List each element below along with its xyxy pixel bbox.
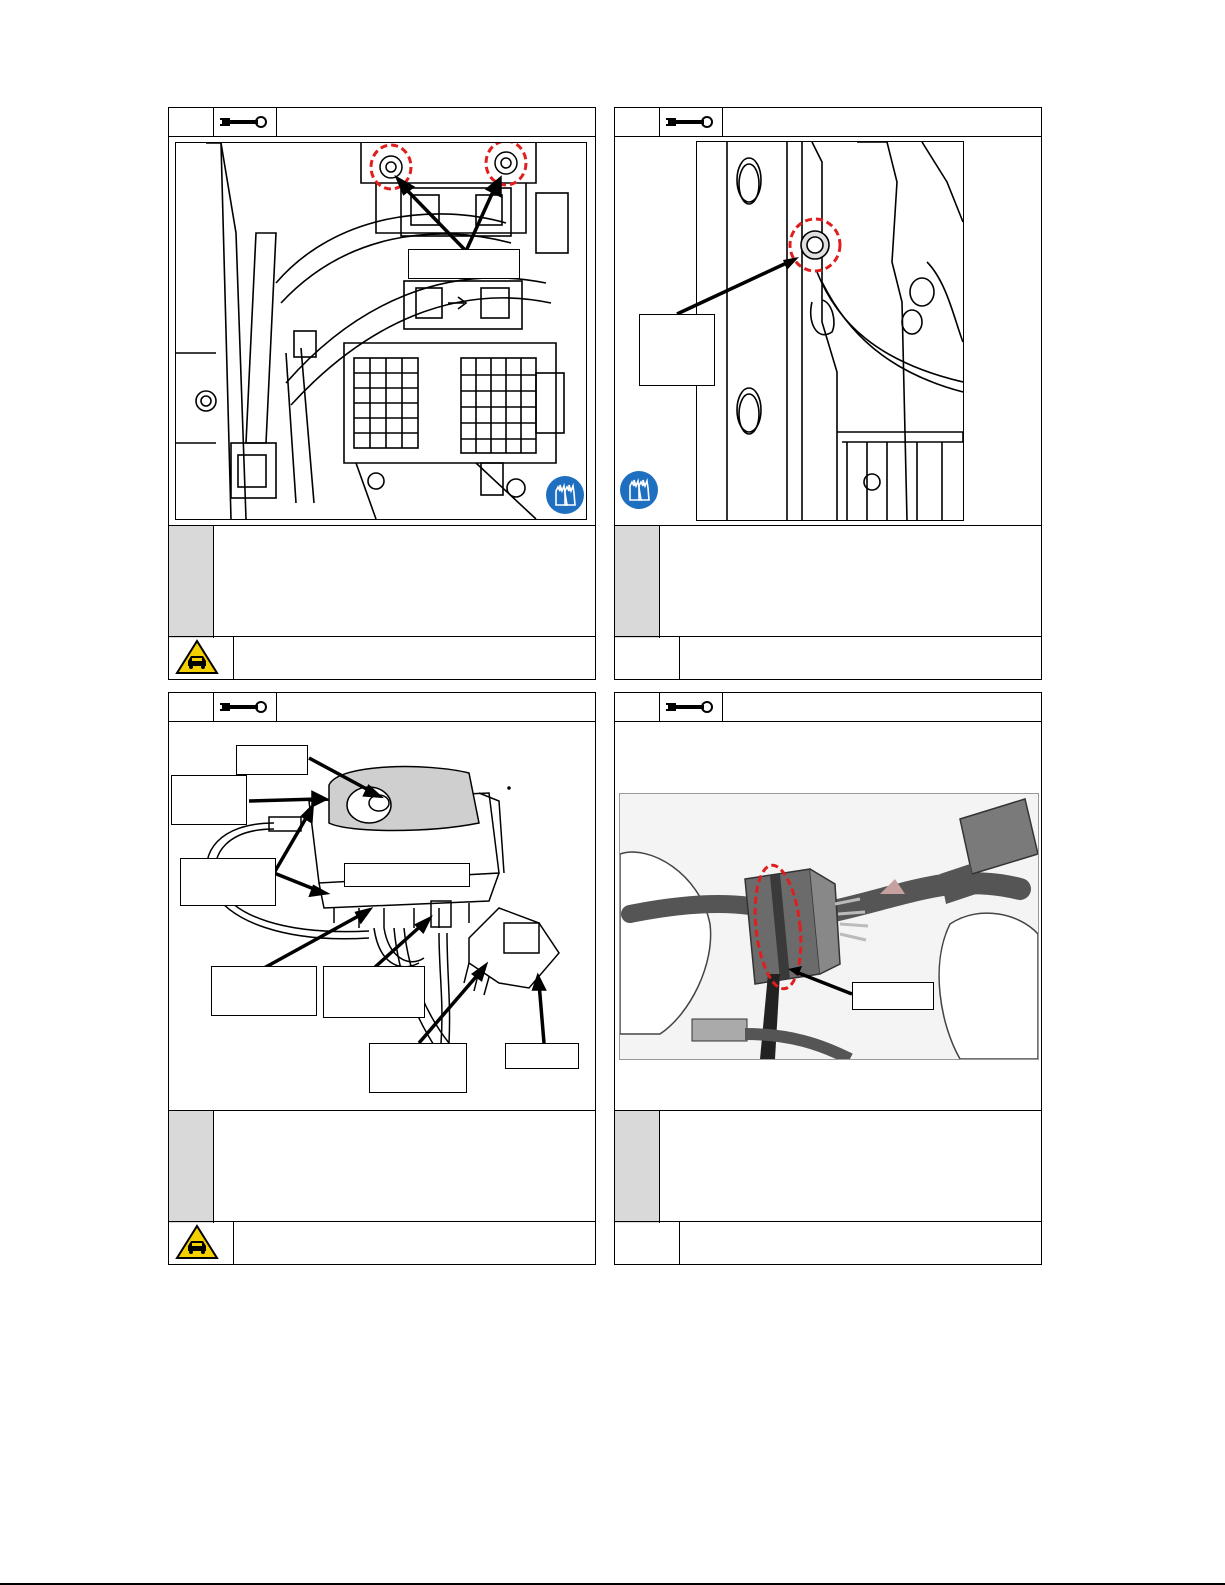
step-number-cell <box>169 108 214 136</box>
step-number-cell <box>169 693 214 721</box>
callout-box <box>408 249 520 279</box>
callout-box <box>323 966 425 1018</box>
gloves-icon <box>619 470 659 510</box>
callout-box <box>211 966 317 1016</box>
callout-box <box>344 863 470 887</box>
callout-box <box>369 1043 467 1093</box>
callout-box <box>171 775 247 825</box>
description-marker <box>615 1111 660 1223</box>
illustration-fuse-box-nuts <box>175 142 587 520</box>
description-marker <box>615 526 660 638</box>
wrench-icon <box>664 699 714 715</box>
description-marker <box>169 526 214 638</box>
wrench-icon <box>218 114 268 130</box>
illustration-pillar-bolt <box>696 141 964 521</box>
footer-row <box>169 636 595 679</box>
gloves-icon <box>545 475 585 515</box>
callout-box <box>852 982 934 1010</box>
panel-header <box>615 693 1041 722</box>
tool-cell <box>659 108 723 136</box>
wrench-icon <box>664 114 714 130</box>
callout-box <box>180 858 276 906</box>
footer-blank-cell <box>615 637 680 679</box>
footer-row <box>615 1221 1041 1264</box>
description-row <box>169 1110 595 1223</box>
step-number-cell <box>615 108 660 136</box>
step-panel-1 <box>168 107 596 680</box>
panel-header <box>169 108 595 137</box>
footer-row <box>615 636 1041 679</box>
illustration-connector-release <box>619 793 1039 1060</box>
callout-box <box>236 745 308 775</box>
description-row <box>169 525 595 638</box>
description-row <box>615 525 1041 638</box>
step-panel-3 <box>168 692 596 1265</box>
tool-cell <box>213 108 277 136</box>
footer-row <box>169 1221 595 1264</box>
footer-blank-cell <box>615 1222 680 1264</box>
vehicle-warning-icon <box>175 1224 219 1260</box>
description-marker <box>169 1111 214 1223</box>
step-panel-2 <box>614 107 1042 680</box>
step-panel-4 <box>614 692 1042 1265</box>
tool-cell <box>659 693 723 721</box>
warning-cell <box>169 637 234 679</box>
description-row <box>615 1110 1041 1223</box>
panel-header <box>615 108 1041 137</box>
callout-box <box>505 1043 579 1069</box>
vehicle-warning-icon <box>175 639 219 675</box>
panel-header <box>169 693 595 722</box>
step-number-cell <box>615 693 660 721</box>
warning-cell <box>169 1222 234 1264</box>
wrench-icon <box>218 699 268 715</box>
tool-cell <box>213 693 277 721</box>
callout-box <box>639 314 715 386</box>
